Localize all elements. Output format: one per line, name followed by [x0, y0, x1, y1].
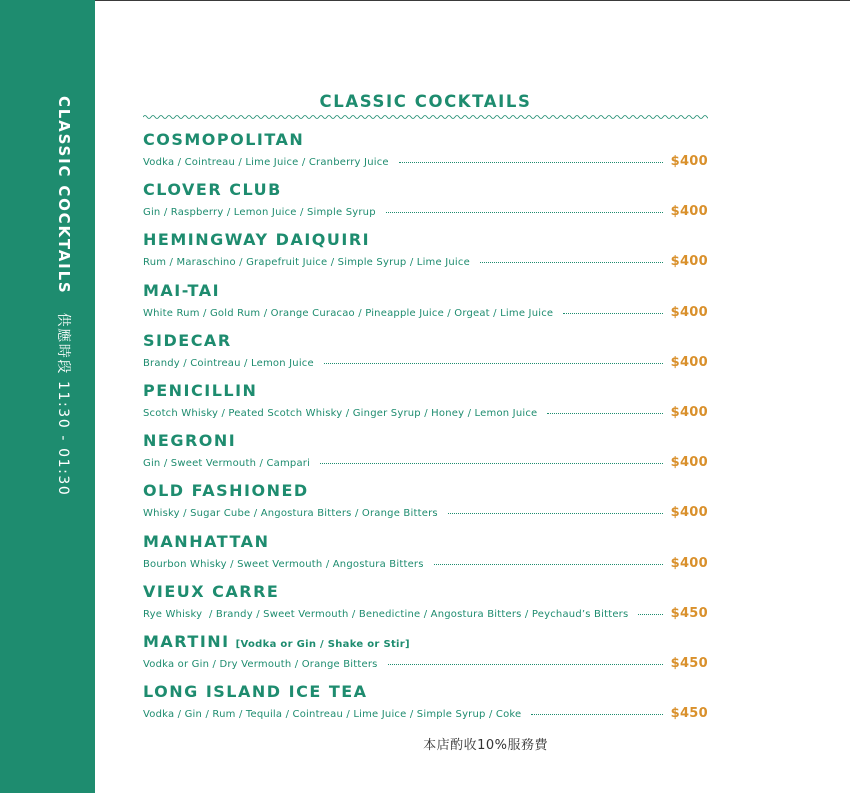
menu-item-ingredients: Whisky / Sugar Cube / Angostura Bitters / Orange Bitters [143, 508, 438, 520]
menu-item-detail-line [143, 706, 708, 721]
dotted-leader [638, 614, 662, 615]
menu-item-name [143, 381, 257, 400]
dotted-leader [320, 463, 663, 464]
dotted-leader [388, 664, 663, 665]
menu-item-name [143, 582, 279, 601]
menu-item [143, 180, 708, 230]
menu-item-price: $400 [670, 455, 708, 471]
menu-item-detail-line [143, 455, 708, 470]
menu-item-price: $400 [670, 254, 708, 270]
menu-item [143, 532, 708, 582]
menu-item-price: $450 [670, 656, 708, 671]
dotted-leader [563, 313, 662, 314]
menu-item-detail-line [143, 355, 708, 370]
menu-item-detail-line [143, 606, 708, 621]
menu-item-detail-line [143, 254, 708, 269]
menu-item-price: $450 [670, 706, 708, 722]
menu-item-name-text: HEMINGWAY DAIQUIRI [143, 230, 371, 250]
dotted-leader [531, 714, 662, 715]
sidebar-title: CLASSIC COCKTAILS [55, 96, 73, 295]
menu-item [143, 130, 708, 180]
dotted-leader [324, 363, 663, 364]
menu-item [143, 431, 708, 481]
menu-item-ingredients: White Rum / Gold Rum / Orange Curacao / Pineapple Juice / Orgeat / Lime Juice [143, 307, 554, 319]
menu-item-detail-line [143, 305, 708, 320]
menu-item-detail-line [143, 556, 708, 571]
menu-item-name [143, 331, 232, 350]
dotted-leader [480, 262, 663, 263]
service-charge-note: 本店酌收10%服務費 [423, 738, 548, 753]
menu-item-ingredients: Vodka or Gin / Dry Vermouth / Orange Bitters [143, 659, 378, 670]
menu-item-price: $400 [670, 154, 708, 169]
menu-item-ingredients: Vodka / Cointreau / Lime Juice / Cranberry Juice [143, 157, 389, 168]
menu-item-name-text: CLOVER CLUB [143, 180, 282, 200]
menu-item [143, 230, 708, 280]
menu-item-note: [Vodka or Gin / Shake or Stir] [235, 639, 410, 650]
menu-item [143, 381, 708, 431]
menu-item-ingredients: Rum / Maraschino / Grapefruit Juice / Simple Syrup / Lime Juice [143, 257, 470, 269]
dotted-leader [448, 513, 663, 514]
menu-item-ingredients: Gin / Sweet Vermouth / Campari [143, 458, 311, 470]
menu-item-name-text: NEGRONI [143, 431, 237, 451]
menu-item-ingredients: Vodka / Gin / Rum / Tequila / Cointreau / Lime Juice / Simple Syrup / Coke [143, 709, 522, 721]
menu-item [143, 481, 708, 531]
menu-item-name-text: LONG ISLAND ICE TEA [143, 682, 368, 702]
menu-item-ingredients: Brandy / Cointreau / Lemon Juice [143, 357, 314, 369]
dotted-leader [386, 212, 663, 213]
menu-item-name [143, 281, 220, 300]
menu-item-name-text: OLD FASHIONED [143, 481, 309, 501]
dotted-leader [434, 564, 663, 565]
sidebar-service-hours: 供應時段 11:30 - 01:30 [55, 312, 71, 497]
menu-item-name [143, 130, 304, 149]
menu-item-price: $450 [670, 605, 708, 621]
menu-item-name-text: PENICILLIN [143, 381, 258, 400]
menu-item [143, 632, 708, 682]
menu-item-price: $400 [670, 354, 708, 370]
menu-item-name-text: MARTINI [143, 632, 230, 651]
menu-item-detail-line [143, 154, 708, 169]
menu-item-name [143, 481, 309, 500]
menu-title: CLASSIC COCKTAILS [319, 92, 532, 111]
menu-item-name [143, 230, 370, 249]
menu-item-name-text: COSMOPOLITAN [143, 130, 305, 149]
menu-item-price: $400 [670, 555, 708, 571]
menu-item-price: $400 [670, 304, 708, 320]
menu-item-name-text: MANHATTAN [143, 531, 270, 551]
menu-item-name [143, 682, 368, 701]
dotted-leader [399, 162, 663, 163]
menu-item-name [143, 532, 269, 551]
menu-item [143, 281, 708, 331]
menu-item-name-text: VIEUX CARRE [143, 581, 280, 601]
menu-item-price: $400 [670, 505, 708, 521]
menu-item-name [143, 431, 236, 450]
menu-item [143, 582, 708, 632]
menu-item-detail-line [143, 405, 708, 420]
menu-item-name [143, 632, 410, 651]
cocktail-menu [143, 0, 708, 793]
menu-item-price: $400 [670, 204, 708, 220]
menu-item-ingredients: Scotch Whisky / Peated Scotch Whisky / Ginger Syrup / Honey / Lemon Juice [143, 408, 538, 419]
menu-item [143, 682, 708, 732]
dotted-leader [547, 413, 662, 414]
menu-item-ingredients: Bourbon Whisky / Sweet Vermouth / Angostura Bitters [143, 558, 424, 570]
menu-item-detail-line [143, 656, 708, 671]
menu-item-name [143, 180, 282, 199]
menu-item-detail-line [143, 204, 708, 219]
menu-item-detail-line [143, 505, 708, 520]
menu-item-name-text: MAI-TAI [143, 280, 221, 300]
menu-item-ingredients: Rye Whisky / Brandy / Sweet Vermouth / Benedictine / Angostura Bitters / Peychaud’s Bitters [143, 608, 629, 620]
sidebar-band [0, 0, 95, 793]
menu-item-name-text: SIDECAR [143, 330, 232, 350]
menu-item-ingredients: Gin / Raspberry / Lemon Juice / Simple Syrup [143, 207, 376, 219]
menu-item-price: $400 [670, 405, 708, 420]
wave-divider [143, 113, 708, 121]
sidebar-label [54, 96, 74, 496]
menu-item [143, 331, 708, 381]
